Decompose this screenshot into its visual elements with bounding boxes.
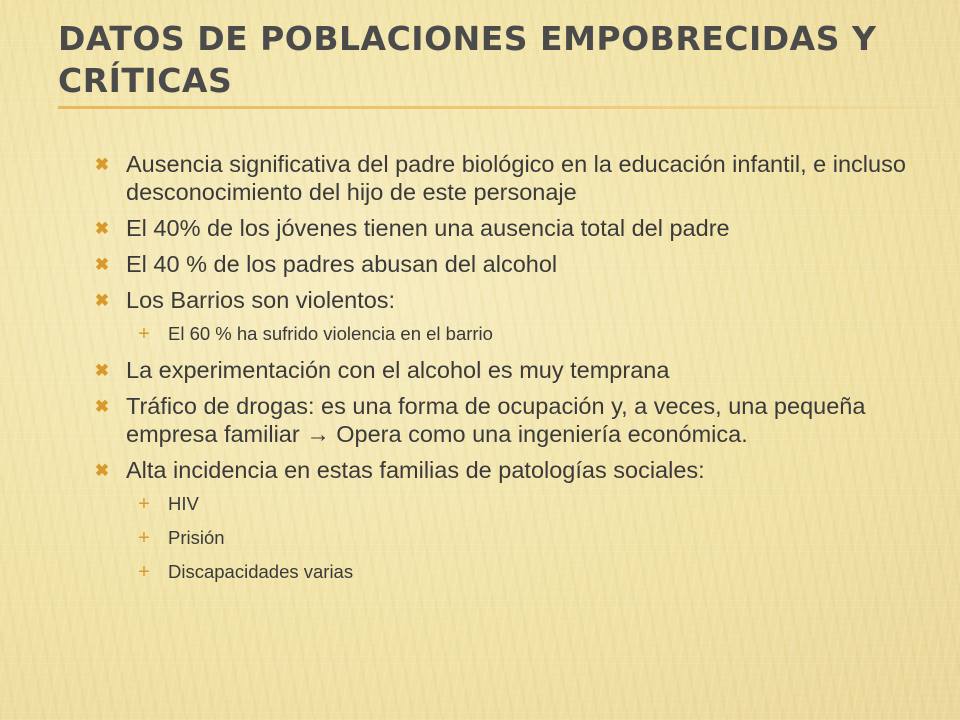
bullet-x-icon: ✖ — [94, 397, 110, 416]
bullet-plus-icon: + — [138, 323, 150, 345]
sub-list-item — [134, 492, 932, 516]
sub-list-item-text: HIV — [168, 493, 199, 514]
bullet-plus-icon: + — [138, 493, 150, 515]
title-divider — [58, 106, 938, 109]
bullet-plus-icon: + — [138, 527, 150, 549]
bullet-x-icon: ✖ — [94, 155, 110, 174]
list-item-text: La experimentación con el alcohol es muy temprana — [126, 357, 670, 383]
bullet-x-icon: ✖ — [94, 219, 110, 238]
list-item-text: Alta incidencia en estas familias de patologías sociales: — [126, 457, 705, 483]
sub-list-item-text: Prisión — [168, 527, 225, 548]
list-item-text-continued: Opera como una ingeniería económica. — [336, 421, 748, 447]
sub-list-item-text: Discapacidades varias — [168, 561, 354, 582]
list-item-text: El 40 % de los padres abusan del alcohol — [126, 251, 558, 277]
list-item — [92, 250, 932, 278]
list-item-text: Ausencia significativa del padre biológico en la educación infantil, e incluso desconocimiento del hijo de este personaje — [126, 151, 906, 205]
bullet-x-icon: ✖ — [94, 461, 110, 480]
sub-list-item — [134, 322, 932, 346]
bullet-x-icon: ✖ — [94, 255, 110, 274]
sub-list-item-text: El 60 % ha sufrido violencia en el barrio — [168, 323, 493, 344]
list-item-text: Tráfico de drogas: es una forma de ocupación y, a veces, una pequeña empresa familiar — [126, 393, 866, 447]
list-item — [92, 456, 932, 484]
arrow-right-icon: → — [306, 421, 330, 447]
list-item — [92, 392, 932, 448]
bullet-list — [92, 150, 932, 594]
list-item — [92, 286, 932, 314]
bullet-plus-icon: + — [138, 561, 150, 583]
bullet-x-icon: ✖ — [94, 291, 110, 310]
list-item — [92, 356, 932, 384]
list-item — [92, 214, 932, 242]
list-item-text: El 40% de los jóvenes tienen una ausencia total del padre — [126, 215, 730, 241]
sub-list-item — [134, 560, 932, 584]
bullet-x-icon: ✖ — [94, 361, 110, 380]
sub-list-item — [134, 526, 932, 550]
slide-title: DATOS DE POBLACIONES EMPOBRECIDAS Y CRÍTICAS — [58, 19, 877, 100]
list-item — [92, 150, 932, 206]
list-item-text: Los Barrios son violentos: — [126, 287, 396, 313]
